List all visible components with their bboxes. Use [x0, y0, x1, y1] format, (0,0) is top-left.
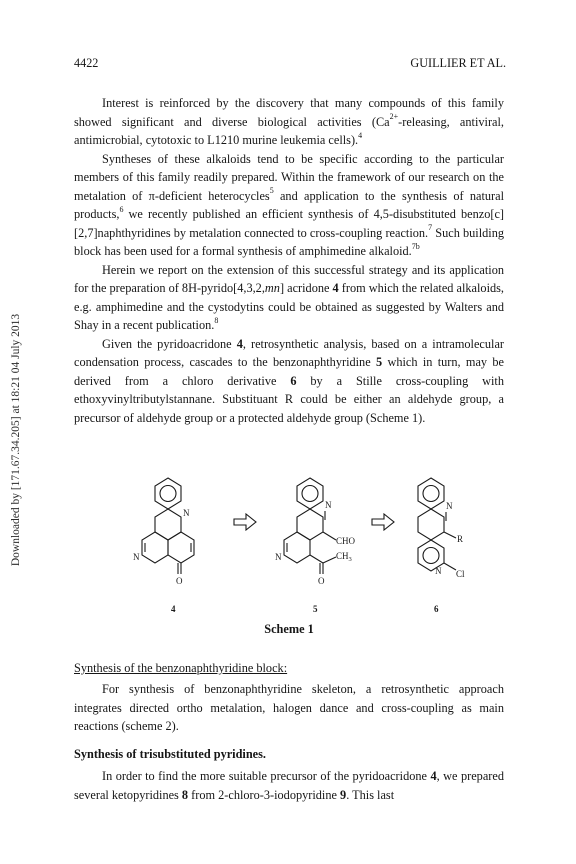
compound-5-ch3: $CH_3$ — [336, 551, 352, 563]
compound-5-cho: CHO — [336, 536, 356, 546]
compound-4-number: 4 — [171, 604, 176, 614]
compound-6-number: 6 — [434, 604, 439, 614]
compound-6-n-top: N — [446, 501, 453, 511]
compound-6-cl: Cl — [456, 569, 465, 579]
body-upper — [74, 94, 504, 427]
download-watermark-text: Downloaded by [171.67.34.205] at 18:21 04 July 2013 — [10, 313, 22, 567]
compound-5-structure — [275, 478, 356, 614]
body-middle — [74, 680, 504, 736]
running-title: GUILLIER ET AL. — [410, 56, 506, 70]
compound-5-number: 5 — [313, 604, 318, 614]
paragraph-skeleton: For synthesis of benzonaphthyridine skeleton, a retrosynthetic approach integrates directed ortho metalation, halogen dance and cross-coupling as main reactions (scheme 2). — [74, 682, 504, 733]
body-lower — [74, 767, 504, 804]
section-heading-pyridines: Synthesis of trisubstituted pyridines. — [74, 747, 267, 761]
compound-6-n-bottom: N — [435, 566, 442, 576]
scheme-1 — [74, 474, 504, 634]
compound-4-n-left: N — [133, 552, 140, 562]
retro-arrow-2 — [372, 514, 394, 530]
compound-5-oxygen: O — [318, 576, 325, 586]
paragraph-intro: Interest is reinforced by the discovery that many compounds of this family showed significant and diverse biological activities ($Ca^{2+}$-releasing, antiviral, antimicrobial, cytotoxic to L1210 murine leukemia cells).$^4$ — [74, 96, 504, 147]
paragraph-syntheses: Syntheses of these alkaloids tend to be specific according to the particular members of this family readily prepared. Within the framework of our research on the metalation of π-deficient heterocycles$^5$ and application to the synthesis of natural products,$^6$ we recently published an efficient synthesis of 4,5-disubstituted benzo[c][2,7]naphthyridines by metalation connected to cross-coupling reaction.$^7$ Such building block has been used for a formal synthesis of amphimedine alkaloid.$^{7b}$ — [74, 151, 504, 258]
paragraph-precursor: In order to find the more suitable precursor of the pyridoacridone 4, we prepared several ketopyridines 8 from 2-chloro-3-iodopyridine 9. This last — [74, 769, 504, 802]
scheme-label: Scheme 1 — [264, 622, 314, 636]
compound-4-structure — [133, 478, 194, 614]
section-heading-benzonaphthyridine: Synthesis of the benzonaphthyridine block: — [74, 661, 288, 675]
compound-4-n-top: N — [183, 508, 190, 518]
compound-5-n-top: N — [325, 500, 332, 510]
compound-4-oxygen: O — [176, 576, 183, 586]
compound-6-r: R — [457, 534, 464, 544]
retro-arrow-1 — [234, 514, 256, 530]
download-watermark — [6, 290, 26, 590]
page-number: 4422 — [74, 56, 99, 70]
compound-5-n-left: N — [275, 552, 282, 562]
scheme-1-structures — [74, 474, 504, 624]
paragraph-retrosynthesis: Given the pyridoacridone 4, retrosynthetic analysis, based on a intramolecular condensation process, cascades to the benzonaphthyridine 5 which in turn, may be derived from a chloro derivative 6 by a Stille cross-coupling with ethoxyvinyltributylstannane. Substituant R could be either an aldehyde group, a precursor of aldehyde group or a protected aldehyde group (Scheme 1). — [74, 336, 504, 425]
compound-6-structure — [418, 478, 465, 614]
paragraph-herein: Herein we report on the extension of this successful strategy and its application for the preparation of 8H-pyrido[4,3,2,mn] acridone 4 from which the related alkaloids, e.g. amphimedine and the cystodytins could be obtained as suggested by Walters and Shay in a recent publication.$^8$ — [74, 262, 505, 332]
